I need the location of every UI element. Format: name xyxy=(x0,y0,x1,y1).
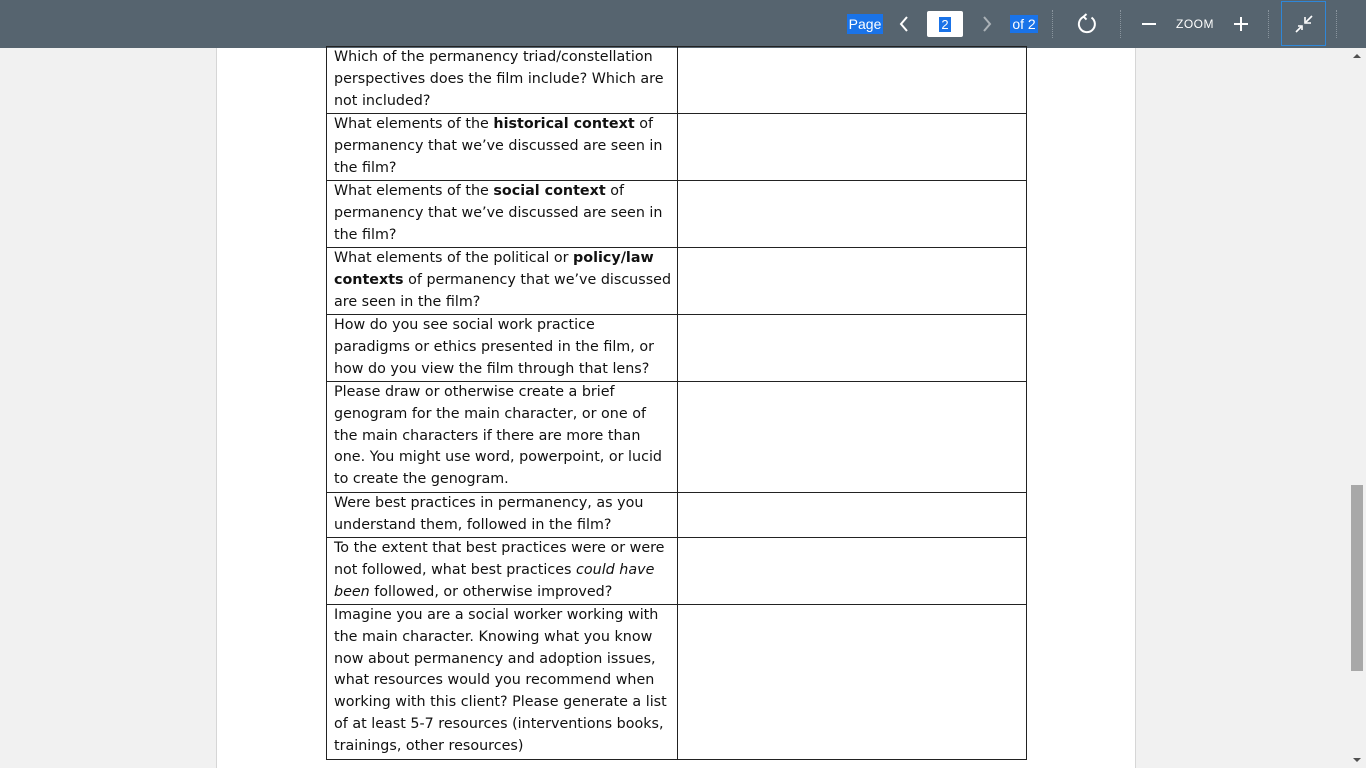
bold-text: policy/law contexts xyxy=(334,249,654,288)
minus-icon xyxy=(1141,16,1157,32)
question-text: Which of the permanency triad/constellation perspectives does the film include? Which are not included? xyxy=(334,49,664,109)
table-row xyxy=(327,537,1027,604)
plus-icon xyxy=(1233,16,1249,32)
question-text: Imagine you are a social worker working with the main character. Knowing what you know now about permanency and adoption issues, what resources would you recommend when working with this client? Please generate a list of at least 5-7 resources (interventions books, trainings, other resources) xyxy=(334,606,667,755)
question-text: How do you see social work practice paradigms or ethics presented in the film, or how do you view the film through that lens? xyxy=(334,316,654,377)
answer-cell[interactable] xyxy=(678,492,1027,537)
chevron-right-icon xyxy=(981,15,993,33)
page-label: Page xyxy=(848,16,882,32)
scrollbar-thumb[interactable] xyxy=(1351,485,1363,671)
table-row xyxy=(327,604,1027,759)
table-row xyxy=(327,180,1027,247)
bold-text: social context xyxy=(493,182,606,199)
answer-cell[interactable] xyxy=(678,381,1027,492)
vertical-scrollbar[interactable] xyxy=(1348,48,1366,768)
question-cell xyxy=(327,314,678,381)
zoom-label: ZOOM xyxy=(1176,17,1214,31)
questions-table xyxy=(326,46,1027,760)
question-cell xyxy=(327,381,678,492)
question-text: of permanency that we’ve discussed are seen in the film? xyxy=(334,115,663,176)
toolbar-divider xyxy=(1120,10,1121,38)
italic-text: could have been xyxy=(334,561,655,600)
rotate-button[interactable] xyxy=(1074,0,1100,48)
toolbar-divider xyxy=(1336,10,1337,38)
answer-cell[interactable] xyxy=(678,314,1027,381)
zoom-in-button[interactable] xyxy=(1228,0,1254,48)
answer-cell[interactable] xyxy=(678,47,1027,114)
question-cell xyxy=(327,247,678,314)
answer-cell[interactable] xyxy=(678,247,1027,314)
toolbar-divider xyxy=(1052,10,1053,38)
question-cell xyxy=(327,537,678,604)
page-total-label: of 2 xyxy=(1012,16,1036,32)
scroll-down-arrow-icon[interactable] xyxy=(1353,758,1361,762)
scroll-up-arrow-icon[interactable] xyxy=(1353,54,1361,58)
question-cell xyxy=(327,492,678,537)
question-text: of permanency that we’ve discussed are seen in the film? xyxy=(334,271,672,310)
table-row xyxy=(327,113,1027,180)
table-row xyxy=(327,247,1027,314)
answer-cell[interactable] xyxy=(678,113,1027,180)
answer-cell[interactable] xyxy=(678,537,1027,604)
question-cell xyxy=(327,47,678,114)
document-viewer xyxy=(0,48,1366,768)
previous-page-button[interactable] xyxy=(893,0,915,48)
rotate-icon xyxy=(1076,13,1098,35)
toolbar-divider xyxy=(1268,10,1269,38)
table-row xyxy=(327,381,1027,492)
document-page xyxy=(216,48,1136,768)
question-text: What elements of the xyxy=(334,182,494,199)
table-row xyxy=(327,492,1027,537)
question-cell xyxy=(327,180,678,247)
question-text: Were best practices in permanency, as you understand them, followed in the film? xyxy=(334,494,644,533)
table-row xyxy=(327,314,1027,381)
question-text: What elements of the xyxy=(334,115,494,132)
question-cell xyxy=(327,604,678,759)
table-row xyxy=(327,47,1027,114)
answer-cell[interactable] xyxy=(678,180,1027,247)
question-text: of permanency that we’ve discussed are seen in the film? xyxy=(334,182,663,243)
question-text: followed, or otherwise improved? xyxy=(369,583,613,600)
question-cell xyxy=(327,113,678,180)
page-number-input[interactable]: 2 xyxy=(927,11,963,37)
page-number-input-wrap xyxy=(927,0,963,48)
zoom-out-button[interactable] xyxy=(1136,0,1162,48)
exit-fullscreen-button[interactable] xyxy=(1281,1,1326,46)
answer-cell[interactable] xyxy=(678,604,1027,759)
next-page-button[interactable] xyxy=(976,0,998,48)
question-text: To the extent that best practices were or were not followed, what best practices xyxy=(334,539,665,578)
collapse-arrows-icon xyxy=(1294,14,1314,34)
chevron-left-icon xyxy=(898,15,910,33)
bold-text: historical context xyxy=(493,115,635,132)
question-text: Please draw or otherwise create a brief genogram for the main character, or one of the main characters if there are more than one. You might use word, powerpoint, or lucid to create the genogram. xyxy=(334,383,662,488)
question-text: What elements of the political or xyxy=(334,249,574,266)
pdf-toolbar xyxy=(0,0,1366,48)
